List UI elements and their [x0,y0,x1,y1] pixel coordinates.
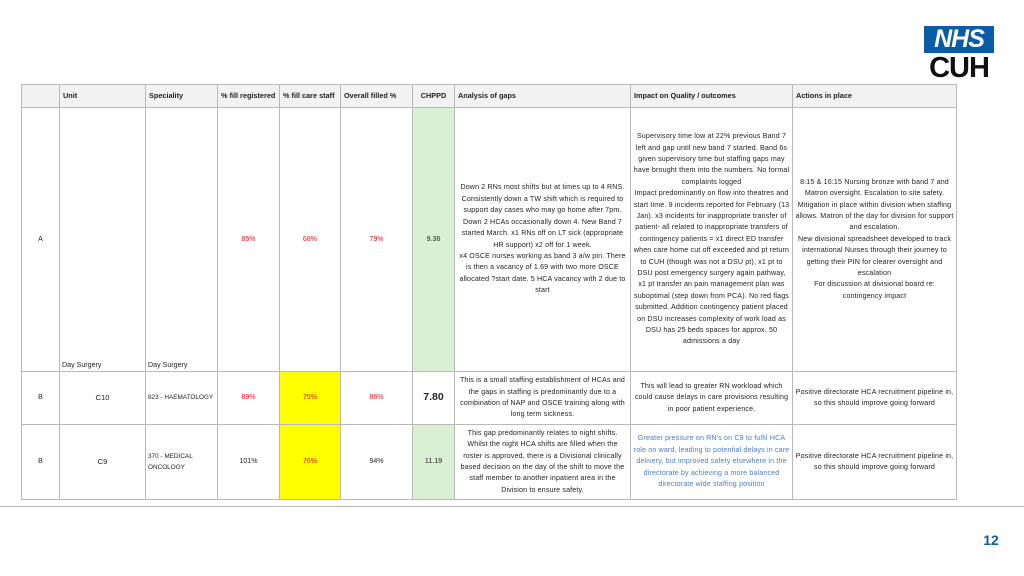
unit-cell: C10 [60,372,146,425]
header-actions: Actions in place [793,85,957,108]
actions-cell [793,108,957,372]
analysis-cell: This is a small staffing establishment of HCAs and the gaps in staffing is predominantly due to a combination of NAP and OSCE training along with long term sickness. [455,372,631,425]
header-overall: Overall filled % [341,85,413,108]
table-row [22,108,957,372]
fill-registered-cell: 101% [218,425,280,500]
header-row [22,85,957,108]
speciality-cell: 823 - HAEMATOLOGY [146,372,218,425]
analysis-text: Down 2 RNs most shifts but at times up to 4 RNS. Consistently down a TW shift which is required to support day cases who may go home after 7pm. Down 2 HCAs occasionally down 4. New Band 7 started March. x1 RNs off on LT sick (appropriate HR support) x2 off for 1 week. x4 OSCE nurses working as band 3 a/w pin. There is then a vacancy of 1.69 with two more OSCE allocated ?start date. 5 HCA vacancy with 2 due to start [459,183,626,295]
fill-registered-cell: 85% [218,108,280,372]
speciality-cell: Day Surgery [146,108,218,372]
header-fill-care: % fill care staff [280,85,341,108]
chppd-cell: 11.19 [413,425,455,500]
overall-filled-cell: 86% [341,372,413,425]
impact-cell: This will lead to greater RN workload which could cause delays in care provisions resulting in poor patient experience. [631,372,793,425]
actions-cell: Positive directorate HCA recruitment pipeline in, so this should improve going forward [793,372,957,425]
unit-cell: C9 [60,425,146,500]
speciality-cell: 370 - MEDICAL ONCOLOGY [146,425,218,500]
impact-text: Supervisory time low at 22% previous Band 7 left and gap until new band 7 started. Band 6s given supervisory time but staffing gaps may have brought them into the numbers. No formal complaints logged Impact predominantly on flow into theatres and start time. 9 incidents reported for February (13 Jan). x3 incidents for inappropriate transfer of patient- all related to inappropriate transfers of contingency patients = x1 direct ED transfer when care home cut off exceeded and pt return to CUH (though was not a DSU pt), x1 pt to DSU post emergency surgery again pathway, x1 pt transfer an pain management plan was suboptimal (step down from PCA). No red flags submitted. Addition contingency patient placed on DSU increases complexity of work load as DSU has 25 beds spaces for approx. 50 admissions a day [633,132,790,346]
footer-divider [0,506,1024,507]
cuh-logo-text: CUH [929,52,989,84]
header-fill-registered: % fill registered [218,85,280,108]
header-impact: Impact on Quality / outcomes [631,85,793,108]
chppd-cell: 7.80 [413,372,455,425]
fill-care-cell: 68% [280,108,341,372]
fill-care-cell: 75% [280,372,341,425]
analysis-cell [455,108,631,372]
nhs-logo-mark: NHS [924,26,994,53]
header-analysis: Analysis of gaps [455,85,631,108]
unit-cell: Day Surgery [60,108,146,372]
row-code: A [22,108,60,372]
header-chppd: CHPPD [413,85,455,108]
nhs-cuh-logo [924,26,994,84]
actions-cell: Positive directorate HCA recruitment pipeline in, so this should improve going forward [793,425,957,500]
table-row [22,372,957,425]
header-unit: Unit [60,85,146,108]
header-blank [22,85,60,108]
table-row [22,425,957,500]
analysis-cell: This gap predominantly relates to night shifts. Whilst the night HCA shifts are filled when the roster is approved, there is a Divisional clinically based decision on the day of the shift to move the staff member to another inpatient area in the Division to ensure safety. [455,425,631,500]
fill-care-cell: 76% [280,425,341,500]
overall-filled-cell: 94% [341,425,413,500]
actions-text: 8:15 & 16:15 Nursing bronze with band 7 and Matron oversight. Escalation to site safety. Mitigation in place within division when staffing allows. Matron of the day for division for support and escalation. New divisional spreadsheet developed to track international Nurses through their journey to getting their PIN for clearer oversight and escalation For discussion at divisional board re: contingency impact [795,177,954,300]
impact-cell [631,108,793,372]
fill-registered-cell: 89% [218,372,280,425]
impact-cell: Greater pressure on RN's on C9 to fulfil HCA role on ward, leading to potential delays in care delivery, but improved safety elsewhere in the directorate by achieving a more balanced directorate wide staffing position [631,425,793,500]
staffing-table [21,84,957,500]
page-number: 12 [983,532,999,548]
row-code: B [22,425,60,500]
header-speciality: Speciality [146,85,218,108]
overall-filled-cell: 79% [341,108,413,372]
chppd-cell: 9.36 [413,108,455,372]
row-code: B [22,372,60,425]
